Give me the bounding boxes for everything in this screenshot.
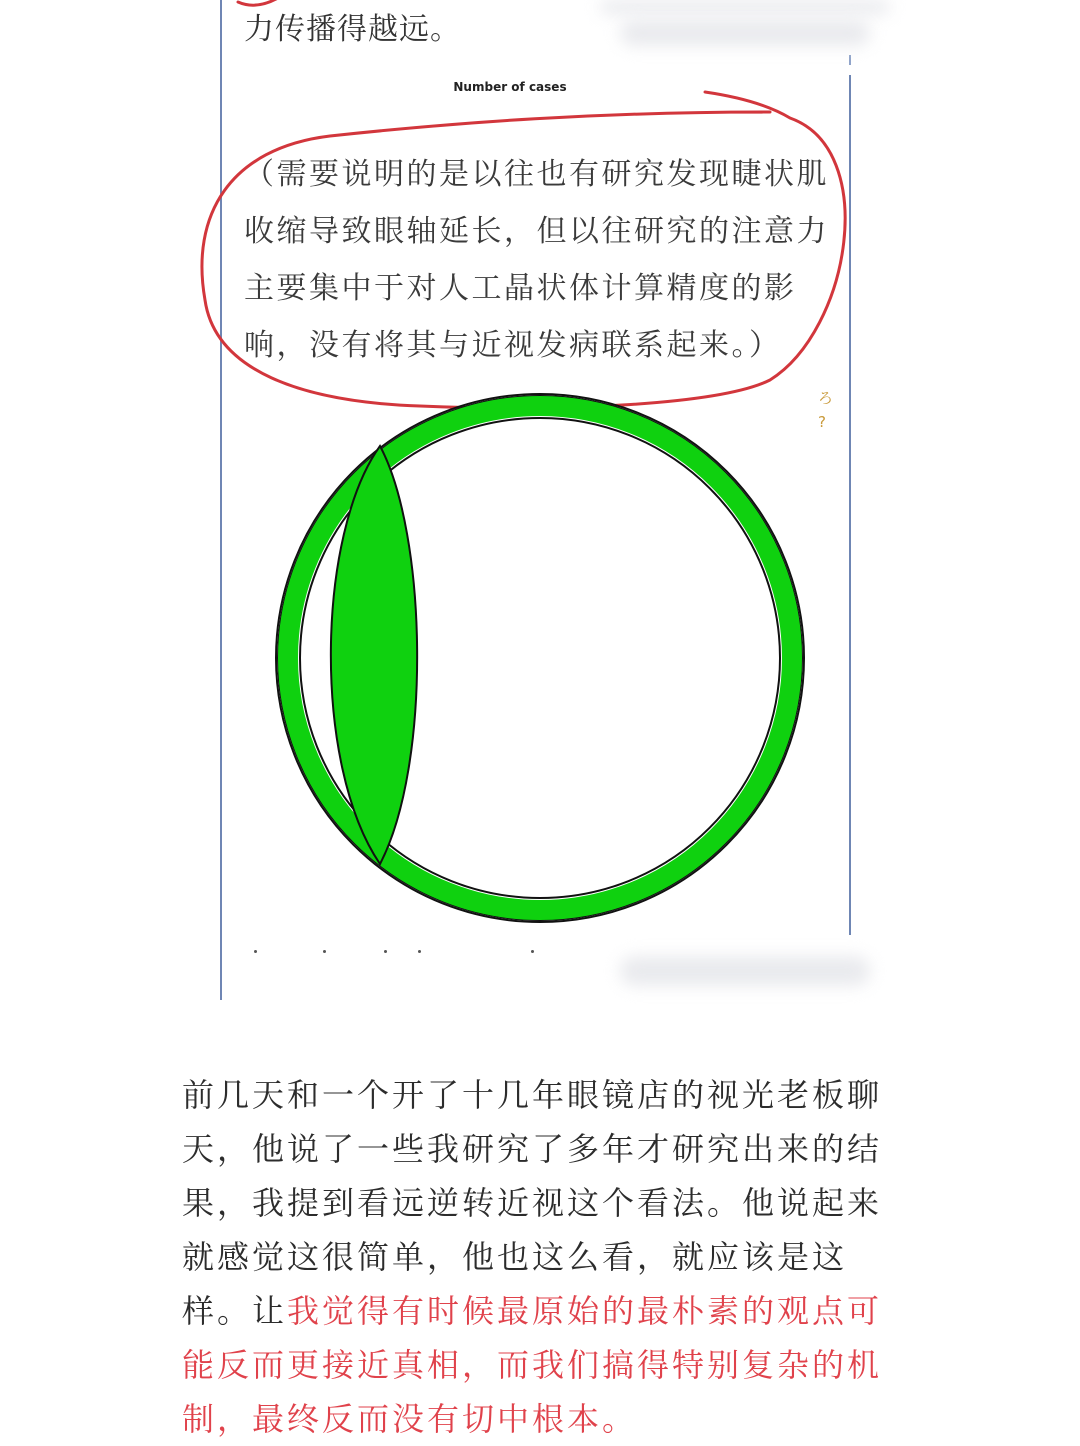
quote-line: 响，没有将其与近视发病联系起来。）	[244, 328, 782, 363]
side-handwritten-mark: ろ ?	[818, 389, 834, 431]
article-highlight: 我觉得有时候最原始的最朴素的观点可	[287, 1292, 883, 1330]
article-line	[182, 1068, 902, 1122]
dot-mark	[323, 950, 326, 953]
article-text: 前几天和一个开了十几年眼镜店的视光老板聊	[182, 1076, 883, 1114]
article-paragraph	[182, 1068, 902, 1446]
dot-mark	[531, 950, 534, 953]
quote-line: 收缩导致眼轴延长，但以往研究的注意力	[244, 214, 829, 249]
blurred-area-watermark-bottom	[620, 956, 870, 986]
quote-line: （需要说明的是以往也有研究发现睫状肌	[244, 157, 829, 192]
eye-lens-diagram	[262, 384, 818, 932]
article-line	[182, 1284, 902, 1338]
article-line	[182, 1338, 902, 1392]
article-line	[182, 1122, 902, 1176]
quote-line: 主要集中于对人工晶状体计算精度的影	[244, 271, 797, 306]
article-text: 天，他说了一些我研究了多年才研究出来的结	[182, 1130, 883, 1168]
embedded-top-text: 力传播得越远。	[244, 12, 461, 47]
article-text: 就感觉这很简单，他也这么看，就应该是这	[182, 1238, 848, 1276]
dot-mark	[384, 950, 387, 953]
article-text: 样。让	[182, 1292, 288, 1330]
article-text: 果，我提到看远逆转近视这个看法。他说起来	[182, 1184, 883, 1222]
article-line	[182, 1176, 902, 1230]
figure-caption: Number of cases	[453, 80, 567, 94]
article-line	[182, 1392, 902, 1446]
article-highlight: 制，最终反而没有切中根本。	[182, 1400, 638, 1438]
article-highlight: 能反而更接近真相，而我们搞得特别复杂的机	[182, 1346, 883, 1384]
dot-mark	[418, 950, 421, 953]
article-line	[182, 1230, 902, 1284]
dot-mark	[254, 950, 257, 953]
red-hand-drawn-circle	[0, 0, 1080, 420]
